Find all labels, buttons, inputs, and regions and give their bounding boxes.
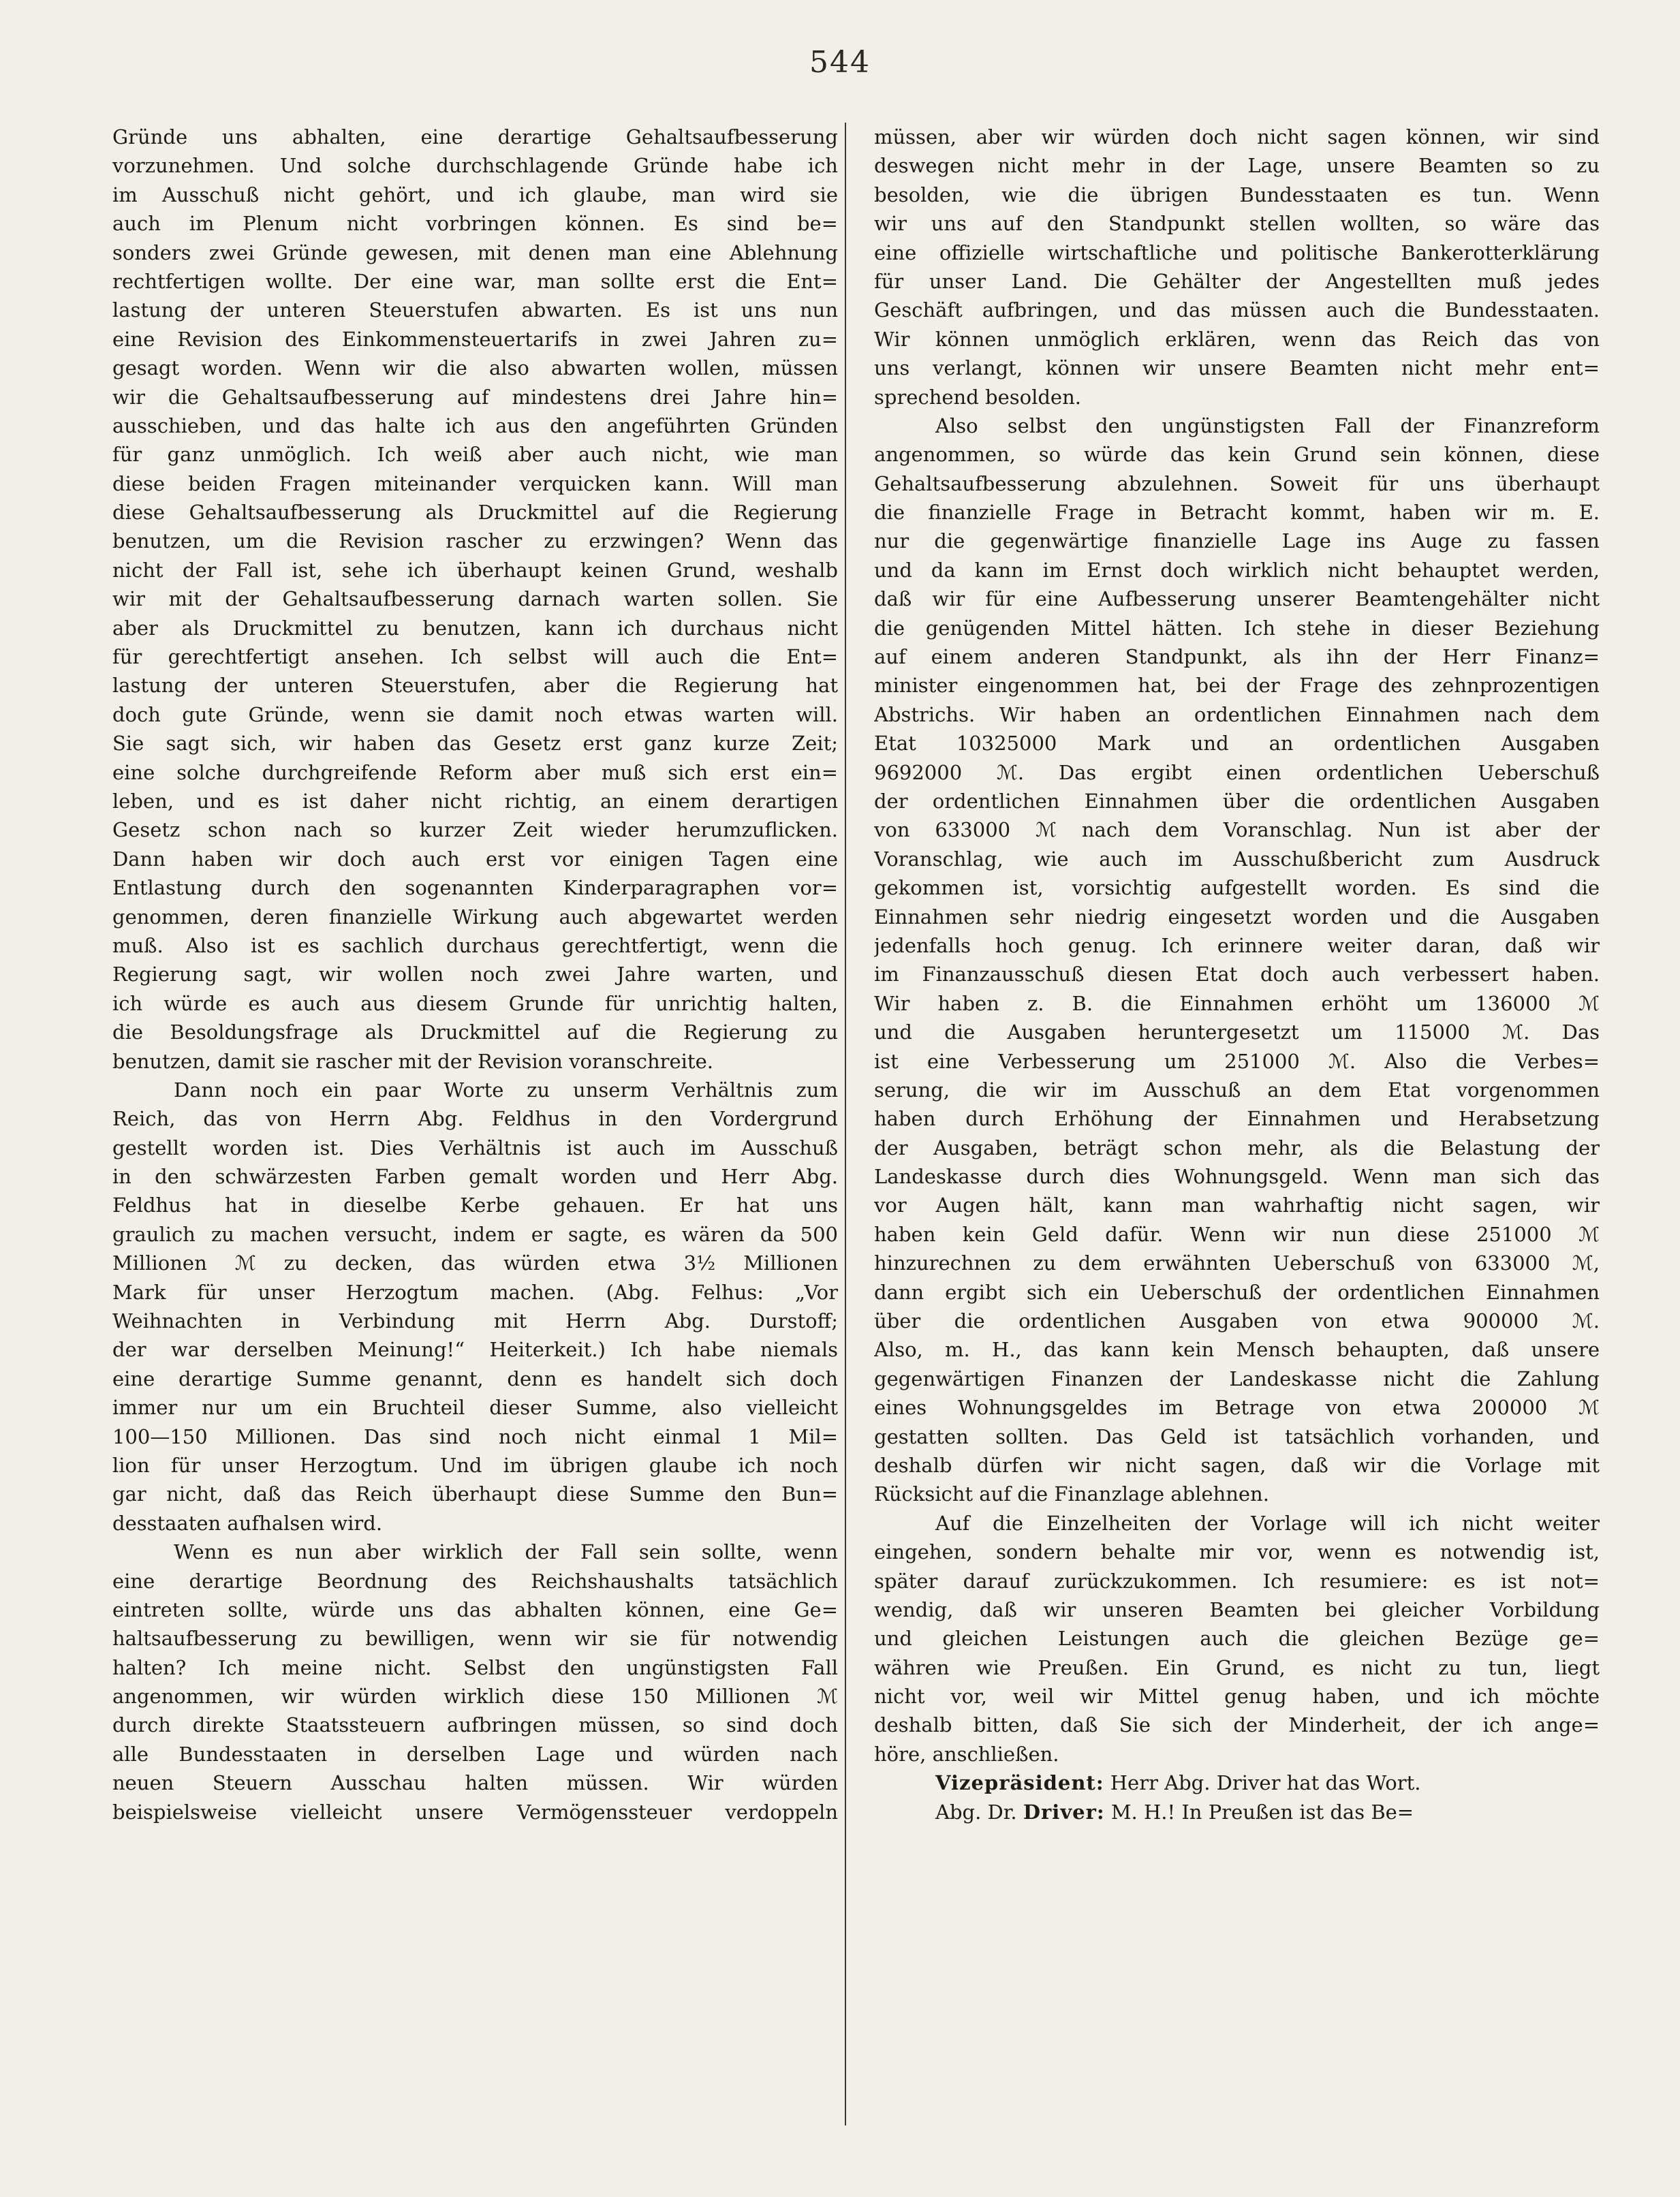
text-line: ist eine Verbesserung um 251000 ℳ. Also die Verbes=	[874, 1049, 1600, 1073]
text-line: Wenn es nun aber wirklich der Fall sein sollte, wenn	[174, 1540, 838, 1564]
text-line: dann ergibt sich ein Ueberschuß der ordentlichen Einnahmen	[874, 1280, 1600, 1304]
text-line: Gesetz schon nach so kurzer Zeit wieder herumzuflicken.	[112, 818, 838, 842]
text-line: Wir können unmöglich erklären, wenn das Reich das von	[874, 327, 1600, 351]
text-line: haben kein Geld dafür. Wenn wir nun diese 251000 ℳ	[874, 1222, 1600, 1246]
text-line: Also, m. H., das kann kein Mensch behaupten, daß unsere	[874, 1338, 1600, 1362]
text-line: ausschieben, und das halte ich aus den angeführten Gründen	[112, 414, 838, 437]
text-line: gestellt worden ist. Dies Verhältnis ist auch im Ausschuß	[112, 1136, 838, 1159]
text-line: und gleichen Leistungen auch die gleichen Bezüge ge=	[874, 1627, 1600, 1651]
text-line: wir die Gehaltsaufbesserung auf mindestens drei Jahre hin=	[112, 385, 838, 409]
text-line: doch gute Gründe, wenn sie damit noch etwas warten will.	[112, 702, 838, 726]
text-line: wendig, daß wir unseren Beamten bei gleicher Vorbildung	[874, 1598, 1600, 1621]
text-line: und die Ausgaben heruntergesetzt um 115000 ℳ. Das	[874, 1020, 1600, 1044]
text-line: der ordentlichen Einnahmen über die ordentlichen Ausgaben	[874, 789, 1600, 813]
text-line: nur die gegenwärtige finanzielle Lage ins Auge zu fassen	[874, 529, 1600, 553]
speaker-name-vizepraesident: Vizepräsident:	[935, 1771, 1104, 1795]
text-line: nicht der Fall ist, sehe ich überhaupt keinen Grund, weshalb	[112, 558, 838, 582]
text-line: angenommen, wir würden wirklich diese 150 Millionen ℳ	[112, 1685, 838, 1709]
text-line: haltsaufbesserung zu bewilligen, wenn wir sie für notwendig	[112, 1627, 838, 1651]
text-line: 100—150 Millionen. Das sind noch nicht einmal 1 Mil=	[112, 1424, 838, 1448]
text-line: gar nicht, daß das Reich überhaupt diese Summe den Bun=	[112, 1482, 838, 1506]
text-line: und da kann im Ernst doch wirklich nicht behauptet werden,	[874, 558, 1600, 582]
right-column-body	[874, 123, 1600, 1768]
text-line: in den schwärzesten Farben gemalt worden und Herr Abg.	[112, 1165, 838, 1189]
text-line: die finanzielle Frage in Betracht kommt, haben wir m. E.	[874, 501, 1600, 525]
text-line: diese Gehaltsaufbesserung als Druckmittel auf die Regierung	[112, 501, 838, 525]
text-line: Millionen ℳ zu decken, das würden etwa 3½ Millionen	[112, 1251, 838, 1275]
text-line: eine Revision des Einkommensteuertarifs in zwei Jahren zu=	[112, 327, 838, 351]
text-line: ich würde es auch aus diesem Grunde für unrichtig halten,	[112, 991, 838, 1015]
text-line: deshalb bitten, daß Sie sich der Minderheit, der ich ange=	[874, 1713, 1600, 1737]
right-column	[874, 123, 1600, 2139]
text-line: sprechend besolden.	[874, 385, 1081, 409]
text-line: lastung der unteren Steuerstufen, aber die Regierung hat	[112, 674, 838, 698]
text-line: auch im Plenum nicht vorbringen können. Es sind be=	[112, 212, 838, 236]
text-line: genommen, deren finanzielle Wirkung auch abgewartet werden	[112, 905, 838, 929]
text-line: über die ordentlichen Ausgaben von etwa 900000 ℳ.	[874, 1309, 1600, 1333]
text-line: Regierung sagt, wir wollen noch zwei Jahre warten, und	[112, 963, 838, 986]
text-line: für unser Land. Die Gehälter der Angestellten muß jedes	[874, 269, 1600, 293]
text-line: angenommen, so würde das kein Grund sein können, diese	[874, 443, 1600, 467]
text-line: Mark für unser Herzogtum machen. (Abg. Felhus: „Vor	[112, 1280, 838, 1304]
page-number: 544	[809, 45, 871, 80]
text-line: währen wie Preußen. Ein Grund, es nicht zu tun, liegt	[874, 1655, 1600, 1679]
text-line: gestatten sollten. Das Geld ist tatsächlich vorhanden, und	[874, 1424, 1600, 1448]
speaker-text: Herr Abg. Driver hat das Wort.	[1104, 1771, 1421, 1795]
text-line: jedenfalls hoch genug. Ich erinnere weiter daran, daß wir	[874, 933, 1600, 957]
text-line: minister eingenommen hat, bei der Frage des zehnprozentigen	[874, 674, 1600, 698]
text-line: halten? Ich meine nicht. Selbst den ungünstigsten Fall	[112, 1655, 838, 1679]
text-line: für gerechtfertigt ansehen. Ich selbst will auch die Ent=	[112, 645, 838, 669]
text-line: im Finanzausschuß diesen Etat doch auch verbessert haben.	[874, 963, 1600, 986]
text-line: müssen, aber wir würden doch nicht sagen können, wir sind	[874, 125, 1600, 149]
text-line: eintreten sollte, würde uns das abhalten können, eine Ge=	[112, 1598, 838, 1621]
text-line: diese beiden Fragen miteinander verquicken kann. Will man	[112, 471, 838, 495]
text-line: Abstrichs. Wir haben an ordentlichen Einnahmen nach dem	[874, 702, 1600, 726]
text-line: beispielsweise vielleicht unsere Vermögenssteuer verdoppeln	[112, 1800, 838, 1824]
text-line: benutzen, damit sie rascher mit der Revision voranschreite.	[112, 1049, 713, 1073]
text-line: auf einem anderen Standpunkt, als ihn der Herr Finanz=	[874, 645, 1600, 669]
text-line: lastung der unteren Steuerstufen abwarten. Es ist uns nun	[112, 298, 838, 322]
text-line: durch direkte Staatssteuern aufbringen müssen, so sind doch	[112, 1713, 838, 1737]
text-line: gesagt worden. Wenn wir die also abwarten wollen, müssen	[112, 356, 838, 380]
text-line: wir mit der Gehaltsaufbesserung darnach warten sollen. Sie	[112, 587, 838, 611]
text-line: lion für unser Herzogtum. Und im übrigen glaube ich noch	[112, 1453, 838, 1477]
text-line: neuen Steuern Ausschau halten müssen. Wir würden	[112, 1771, 838, 1795]
text-line: gekommen ist, vorsichtig aufgestellt worden. Es sind die	[874, 876, 1600, 900]
text-line: leben, und es ist daher nicht richtig, an einem derartigen	[112, 789, 838, 813]
text-line: sonders zwei Gründe gewesen, mit denen man eine Ablehnung	[112, 240, 838, 264]
text-line: Rücksicht auf die Finanzlage ablehnen.	[874, 1482, 1269, 1506]
text-line: graulich zu machen versucht, indem er sagte, es wären da 500	[112, 1222, 838, 1246]
speaker-text: M. H.! In Preußen ist das Be=	[1104, 1800, 1414, 1824]
text-line: immer nur um ein Bruchteil dieser Summe, also vielleicht	[112, 1396, 838, 1420]
text-line: Gründe uns abhalten, eine derartige Gehaltsaufbesserung	[112, 125, 838, 149]
text-line: Weihnachten in Verbindung mit Herrn Abg. Durstoff;	[112, 1309, 838, 1333]
text-line: Gehaltsaufbesserung abzulehnen. Soweit für uns überhaupt	[874, 471, 1600, 495]
text-line: Voranschlag, wie auch im Ausschußbericht zum Ausdruck	[874, 847, 1600, 871]
text-line: benutzen, um die Revision rascher zu erzwingen? Wenn das	[112, 529, 838, 553]
text-line: 9692000 ℳ. Das ergibt einen ordentlichen Ueberschuß	[874, 760, 1600, 784]
text-line: desstaaten aufhalsen wird.	[112, 1511, 383, 1535]
text-line: eine solche durchgreifende Reform aber muß sich erst ein=	[112, 760, 838, 784]
text-line: Reich, das von Herrn Abg. Feldhus in den Vordergrund	[112, 1107, 838, 1131]
text-line: die genügenden Mittel hätten. Ich stehe in dieser Beziehung	[874, 616, 1600, 640]
text-line: deshalb dürfen wir nicht sagen, daß wir die Vorlage mit	[874, 1453, 1600, 1477]
text-line: deswegen nicht mehr in der Lage, unsere Beamten so zu	[874, 154, 1600, 178]
text-line: Landeskasse durch dies Wohnungsgeld. Wenn man sich das	[874, 1165, 1600, 1189]
text-line: uns verlangt, können wir unsere Beamten nicht mehr ent=	[874, 356, 1600, 380]
text-line: gegenwärtigen Finanzen der Landeskasse nicht die Zahlung	[874, 1367, 1600, 1390]
text-line: aber als Druckmittel zu benutzen, kann ich durchaus nicht	[112, 616, 838, 640]
text-line: eine derartige Summe genannt, denn es handelt sich doch	[112, 1367, 838, 1390]
text-line: der war derselben Meinung!“ Heiterkeit.) Ich habe niemals	[112, 1338, 838, 1362]
text-line: nicht vor, weil wir Mittel genug haben, und ich möchte	[874, 1685, 1600, 1709]
speaker-prefix: Abg. Dr.	[935, 1800, 1023, 1824]
text-line: haben durch Erhöhung der Einnahmen und Herabsetzung	[874, 1107, 1600, 1131]
text-line: Feldhus hat in dieselbe Kerbe gehauen. Er hat uns	[112, 1194, 838, 1217]
text-line: alle Bundesstaaten in derselben Lage und würden nach	[112, 1742, 838, 1766]
text-line: Also selbst den ungünstigsten Fall der Finanzreform	[935, 414, 1600, 437]
speaker-line-vizepraesident	[874, 1768, 1600, 1797]
text-line: eines Wohnungsgeldes im Betrage von etwa 200000 ℳ	[874, 1396, 1600, 1420]
text-line: muß. Also ist es sachlich durchaus gerechtfertigt, wenn die	[112, 933, 838, 957]
left-column	[112, 123, 838, 2139]
text-line: rechtfertigen wollte. Der eine war, man sollte erst die Ent=	[112, 269, 838, 293]
text-line: eingehen, sondern behalte mir vor, wenn es notwendig ist,	[874, 1540, 1600, 1564]
text-line: Geschäft aufbringen, und das müssen auch die Bundesstaaten.	[874, 298, 1600, 322]
text-line: Dann noch ein paar Worte zu unserm Verhältnis zum	[174, 1078, 838, 1102]
text-line: der Ausgaben, beträgt schon mehr, als die Belastung der	[874, 1136, 1600, 1159]
text-line: im Ausschuß nicht gehört, und ich glaube, man wird sie	[112, 183, 838, 206]
text-line: daß wir für eine Aufbesserung unserer Beamtengehälter nicht	[874, 587, 1600, 611]
text-line: die Besoldungsfrage als Druckmittel auf die Regierung zu	[112, 1020, 838, 1044]
text-line: Dann haben wir doch auch erst vor einigen Tagen eine	[112, 847, 838, 871]
text-line: Wir haben z. B. die Einnahmen erhöht um 136000 ℳ	[874, 991, 1600, 1015]
text-line: besolden, wie die übrigen Bundesstaaten es tun. Wenn	[874, 183, 1600, 206]
text-line: vorzunehmen. Und solche durchschlagende Gründe habe ich	[112, 154, 838, 178]
column-divider	[845, 123, 846, 2125]
text-line: Auf die Einzelheiten der Vorlage will ich nicht weiter	[935, 1511, 1600, 1535]
text-line: vor Augen hält, kann man wahrhaftig nicht sagen, wir	[874, 1194, 1600, 1217]
text-line: wir uns auf den Standpunkt stellen wollten, so wäre das	[874, 212, 1600, 236]
speaker-name-driver: Driver:	[1023, 1800, 1105, 1824]
text-line: Entlastung durch den sogenannten Kinderparagraphen vor=	[112, 876, 838, 900]
speaker-line-driver	[874, 1798, 1600, 1826]
text-line: eine derartige Beordnung des Reichshaushalts tatsächlich	[112, 1569, 838, 1593]
text-line: für ganz unmöglich. Ich weiß aber auch nicht, wie man	[112, 443, 838, 467]
text-line: höre, anschließen.	[874, 1742, 1059, 1766]
text-line: Einnahmen sehr niedrig eingesetzt worden und die Ausgaben	[874, 905, 1600, 929]
text-line: Etat 10325000 Mark und an ordentlichen Ausgaben	[874, 732, 1600, 755]
text-line: später darauf zurückzukommen. Ich resumiere: es ist not=	[874, 1569, 1600, 1593]
text-line: hinzurechnen zu dem erwähnten Ueberschuß von 633000 ℳ,	[874, 1251, 1600, 1275]
text-line: eine offizielle wirtschaftliche und politische Bankerotterklärung	[874, 240, 1600, 264]
text-line: serung, die wir im Ausschuß an dem Etat vorgenommen	[874, 1078, 1600, 1102]
text-line: Sie sagt sich, wir haben das Gesetz erst ganz kurze Zeit;	[112, 732, 838, 755]
text-line: von 633000 ℳ nach dem Voranschlag. Nun ist aber der	[874, 818, 1600, 842]
